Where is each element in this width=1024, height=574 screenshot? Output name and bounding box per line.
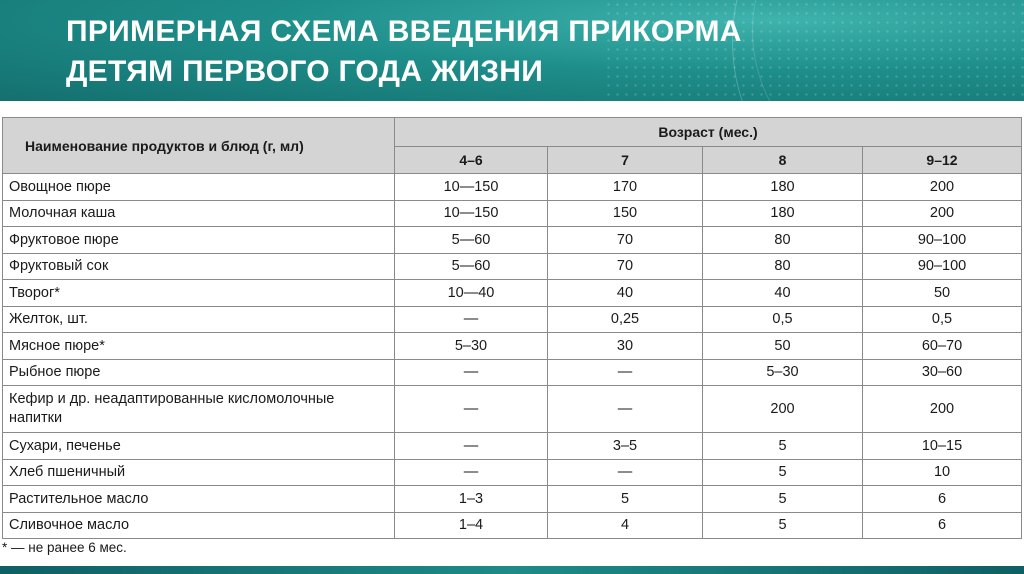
product-name-cell: Фруктовое пюре — [3, 227, 395, 254]
table-row — [3, 459, 1022, 486]
table-body — [3, 174, 1022, 539]
amount-cell: 80 — [703, 227, 863, 254]
product-name-cell: Желток, шт. — [3, 306, 395, 333]
amount-cell: 6 — [863, 512, 1022, 539]
product-name-cell: Хлеб пшеничный — [3, 459, 395, 486]
amount-cell: 10—150 — [395, 174, 548, 201]
column-header-age: 4–6 — [395, 147, 548, 174]
amount-cell: 5 — [703, 433, 863, 460]
table-row — [3, 174, 1022, 201]
amount-cell: 180 — [703, 200, 863, 227]
table-row — [3, 253, 1022, 280]
product-name-cell: Овощное пюре — [3, 174, 395, 201]
amount-cell: 60–70 — [863, 333, 1022, 360]
table-row — [3, 433, 1022, 460]
amount-cell: 5–30 — [703, 359, 863, 386]
product-name-cell: Растительное масло — [3, 486, 395, 513]
product-name-cell: Молочная каша — [3, 200, 395, 227]
amount-cell: 200 — [703, 386, 863, 433]
amount-cell: 80 — [703, 253, 863, 280]
amount-cell: 10 — [863, 459, 1022, 486]
table-row — [3, 280, 1022, 307]
column-header-product-name: Наименование продуктов и блюд (г, мл) — [3, 118, 395, 174]
table-row — [3, 386, 1022, 433]
product-name-cell: Сливочное масло — [3, 512, 395, 539]
amount-cell: 0,5 — [863, 306, 1022, 333]
amount-cell: 1–3 — [395, 486, 548, 513]
amount-cell: — — [395, 306, 548, 333]
amount-cell: 90–100 — [863, 253, 1022, 280]
page-title — [66, 12, 966, 92]
amount-cell: 50 — [863, 280, 1022, 307]
column-header-age: 9–12 — [863, 147, 1022, 174]
title-banner — [0, 0, 1024, 101]
amount-cell: 170 — [548, 174, 703, 201]
product-name-cell: Мясное пюре* — [3, 333, 395, 360]
amount-cell: 70 — [548, 227, 703, 254]
table-row — [3, 512, 1022, 539]
amount-cell: 5–30 — [395, 333, 548, 360]
amount-cell: 40 — [548, 280, 703, 307]
feeding-schedule-table — [2, 117, 1022, 539]
amount-cell: — — [395, 386, 548, 433]
table-row — [3, 486, 1022, 513]
table-row — [3, 306, 1022, 333]
amount-cell: 10–15 — [863, 433, 1022, 460]
amount-cell: 6 — [863, 486, 1022, 513]
amount-cell: — — [395, 433, 548, 460]
amount-cell: — — [548, 359, 703, 386]
amount-cell: 0,5 — [703, 306, 863, 333]
bottom-decorative-strip — [0, 566, 1024, 574]
amount-cell: 3–5 — [548, 433, 703, 460]
amount-cell: 200 — [863, 174, 1022, 201]
amount-cell: 30–60 — [863, 359, 1022, 386]
amount-cell: 200 — [863, 386, 1022, 433]
page-title-line-1: ПРИМЕРНАЯ СХЕМА ВВЕДЕНИЯ ПРИКОРМА — [66, 15, 742, 48]
feeding-schedule-table-container — [2, 117, 1021, 539]
amount-cell: 30 — [548, 333, 703, 360]
amount-cell: 5 — [548, 486, 703, 513]
amount-cell: 5 — [703, 512, 863, 539]
product-name-cell: Сухари, печенье — [3, 433, 395, 460]
table-row — [3, 227, 1022, 254]
amount-cell: — — [548, 386, 703, 433]
column-header-age: 7 — [548, 147, 703, 174]
amount-cell: 4 — [548, 512, 703, 539]
amount-cell: 0,25 — [548, 306, 703, 333]
table-row — [3, 333, 1022, 360]
amount-cell: 5 — [703, 459, 863, 486]
product-name-cell: Рыбное пюре — [3, 359, 395, 386]
amount-cell: 150 — [548, 200, 703, 227]
amount-cell: 1–4 — [395, 512, 548, 539]
product-name-cell: Фруктовый сок — [3, 253, 395, 280]
amount-cell: 70 — [548, 253, 703, 280]
amount-cell: — — [548, 459, 703, 486]
column-header-age: 8 — [703, 147, 863, 174]
table-row — [3, 200, 1022, 227]
page-title-line-2: ДЕТЯМ ПЕРВОГО ГОДА ЖИЗНИ — [66, 55, 544, 88]
amount-cell: 50 — [703, 333, 863, 360]
amount-cell: 40 — [703, 280, 863, 307]
product-name-cell: Кефир и др. неадаптированные кисломолочные напитки — [3, 386, 395, 433]
amount-cell: — — [395, 359, 548, 386]
amount-cell: 5—60 — [395, 227, 548, 254]
product-name-cell: Творог* — [3, 280, 395, 307]
amount-cell: 5—60 — [395, 253, 548, 280]
amount-cell: 10—150 — [395, 200, 548, 227]
table-row — [3, 359, 1022, 386]
amount-cell: — — [395, 459, 548, 486]
amount-cell: 90–100 — [863, 227, 1022, 254]
amount-cell: 180 — [703, 174, 863, 201]
amount-cell: 10—40 — [395, 280, 548, 307]
amount-cell: 5 — [703, 486, 863, 513]
footnote: * — не ранее 6 мес. — [2, 540, 127, 555]
column-group-header-age: Возраст (мес.) — [395, 118, 1022, 147]
amount-cell: 200 — [863, 200, 1022, 227]
